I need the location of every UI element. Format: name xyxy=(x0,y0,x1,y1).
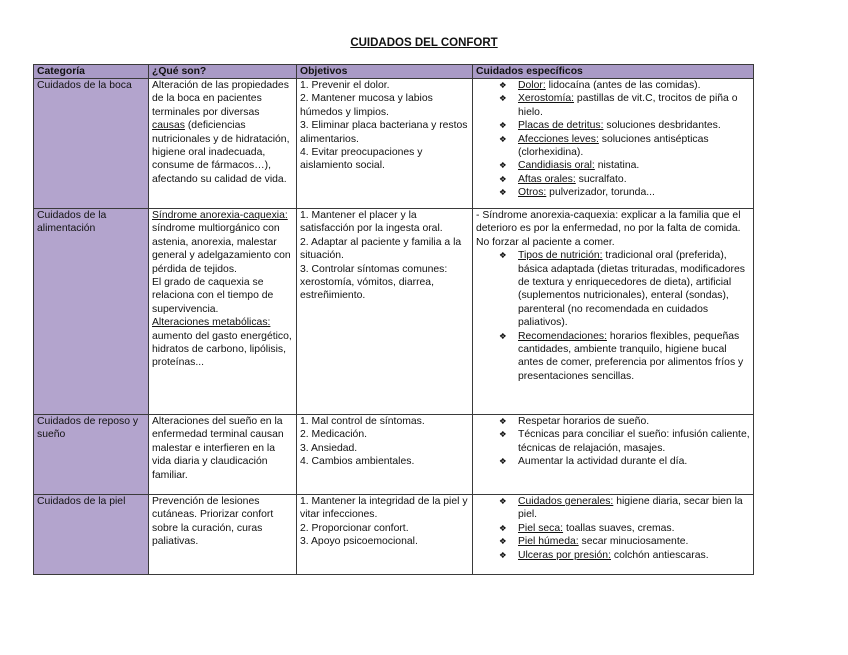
objetivos-cell xyxy=(297,415,473,495)
list-item: ❖ Xerostomía: pastillas de vit.C, trocitos de piña o hielo. xyxy=(476,92,750,119)
header-que-son: ¿Qué son? xyxy=(149,65,297,79)
cuidados-cell xyxy=(473,415,754,495)
objective-item: 2. Mantener mucosa y labios húmedos y limpios. xyxy=(300,93,433,118)
table-row xyxy=(34,209,754,415)
que-son-cell: Síndrome anorexia-caquexia: síndrome multiorgánico con astenia, anorexia, malestar general y adelgazamiento con pérdida de tejidos. El grado de caquexia se relaciona con el tiempo de supervivencia. Alteraciones metabólicas: aumento del gasto energético, hidratos de carbono, lipólisis, proteínas... xyxy=(149,209,297,415)
objective-item: 4. Evitar preocupaciones y aislamiento social. xyxy=(300,147,423,172)
que-son-cell: Alteración de las propiedades de la boca en pacientes terminales por diversas causas (deficiencias nutricionales y de hidratación, higiene oral inadecuada, consume de fármacos…), afectando su calidad de vida. xyxy=(149,79,297,209)
table-row xyxy=(34,79,754,209)
objective-item: 2. Adaptar al paciente y familia a la situación. xyxy=(300,236,462,262)
objetivos-cell xyxy=(297,209,473,415)
cuidados-cell xyxy=(473,495,754,575)
list-item: ❖ Afecciones leves: soluciones antisépticas (clorhexidina). xyxy=(476,133,750,160)
underlined-term: Alteraciones metabólicas: xyxy=(152,317,271,329)
list-item: ❖ Tipos de nutrición: tradicional oral (preferida), básica adaptada (dietas trituradas, modificadores de textura y enriquecedores de dieta), artificial (suplementos nutricionales), enteral (sondas), parenteral (no recomendada en cuidados paliativos). xyxy=(476,249,750,329)
list-item: ❖ Técnicas para conciliar el sueño: infusión caliente, técnicas de relajación, masajes. xyxy=(476,428,750,455)
underlined-term: Síndrome anorexia-caquexia: xyxy=(152,210,288,221)
header-categoria: Categoría xyxy=(34,65,149,79)
objective-item: 3. Apoyo psicoemocional. xyxy=(300,536,418,548)
category-cell: Cuidados de la boca xyxy=(34,79,149,209)
underlined-term: causas xyxy=(152,120,185,132)
care-label: Candidiasis oral: xyxy=(518,160,595,172)
que-son-cell: Alteraciones del sueño en la enfermedad terminal causan malestar e interfieren en la vida diaria y claudicación familiar. xyxy=(149,415,297,495)
care-label: Aftas orales: xyxy=(518,173,576,185)
care-label: Recomendaciones: xyxy=(518,330,607,342)
category-cell: Cuidados de reposo y sueño xyxy=(34,415,149,495)
list-item: ❖ Aumentar la actividad durante el día. xyxy=(476,455,750,468)
category-cell: Cuidados de la piel xyxy=(34,495,149,575)
objective-item: 1. Mal control de síntomas. xyxy=(300,416,425,427)
list-item: ❖ Piel húmeda: secar minuciosamente. xyxy=(476,535,750,548)
cuidados-cell xyxy=(473,79,754,209)
objetivos-cell xyxy=(297,79,473,209)
que-son-cell: Prevención de lesiones cutáneas. Priorizar confort sobre la curación, curas paliativas. xyxy=(149,495,297,575)
list-item: ❖ Candidiasis oral: nistatina. xyxy=(476,159,750,172)
objective-item: 3. Eliminar placa bacteriana y restos alimentarios. xyxy=(300,120,468,145)
cuidados-cell xyxy=(473,209,754,415)
list-item: ❖ Ulceras por presión: colchón antiescaras. xyxy=(476,549,750,562)
comfort-care-table xyxy=(33,64,754,575)
objective-item: 2. Proporcionar confort. xyxy=(300,522,409,534)
care-label: Piel seca: xyxy=(518,522,564,534)
list-item: ❖ Placas de detritus: soluciones desbridantes. xyxy=(476,119,750,132)
objective-item: 1. Mantener la integridad de la piel y vitar infecciones. xyxy=(300,496,468,521)
objective-item: 3. Ansiedad. xyxy=(300,442,358,454)
table-header-row xyxy=(34,65,754,79)
objective-item: 1. Prevenir el dolor. xyxy=(300,80,390,91)
objective-item: 2. Medicación. xyxy=(300,429,367,441)
document-title: CUIDADOS DEL CONFORT xyxy=(350,37,498,49)
list-item: ❖ Otros: pulverizador, torunda... xyxy=(476,186,750,199)
care-label: Cuidados generales: xyxy=(518,496,614,507)
care-label: Otros: xyxy=(518,187,547,199)
list-item: ❖ Recomendaciones: horarios flexibles, pequeñas cantidades, ambiente tranquilo, higiene bucal antes de comer, preferencia por alimentos fríos y presentaciones sencillas. xyxy=(476,330,750,384)
care-label: Piel húmeda: xyxy=(518,536,579,548)
care-label: Ulceras por presión: xyxy=(518,549,611,561)
care-label: Tipos de nutrición: xyxy=(518,250,603,262)
list-item: ❖ Aftas orales: sucralfato. xyxy=(476,173,750,186)
objetivos-cell xyxy=(297,495,473,575)
table-body xyxy=(34,79,754,575)
care-label: Xerostomía: xyxy=(518,93,575,105)
care-label: Afecciones leves: xyxy=(518,133,599,145)
care-label: Placas de detritus: xyxy=(518,120,604,132)
list-item: ❖ Piel seca: toallas suaves, cremas. xyxy=(476,522,750,535)
category-cell: Cuidados de la alimentación xyxy=(34,209,149,415)
cuidados-intro: - Síndrome anorexia-caquexia: explicar a la familia que el deterioro es por la enfermedad, no por la falta de comida. No forzar al paciente a comer. xyxy=(476,210,741,248)
table-row xyxy=(34,415,754,495)
header-cuidados: Cuidados específicos xyxy=(473,65,754,79)
header-objetivos: Objetivos xyxy=(297,65,473,79)
objective-item: 3. Controlar síntomas comunes: xerostomía, vómitos, diarrea, estreñimiento. xyxy=(300,263,448,302)
list-item: ❖ Cuidados generales: higiene diaria, secar bien la piel. xyxy=(476,495,750,522)
objective-item: 1. Mantener el placer y la satisfacción por la ingesta oral. xyxy=(300,210,443,235)
list-item: ❖ Dolor: lidocaína (antes de las comidas). xyxy=(476,79,750,92)
care-label: Dolor: xyxy=(518,80,546,91)
list-item: ❖ Respetar horarios de sueño. xyxy=(476,415,750,428)
table-row xyxy=(34,495,754,575)
objective-item: 4. Cambios ambientales. xyxy=(300,456,415,468)
